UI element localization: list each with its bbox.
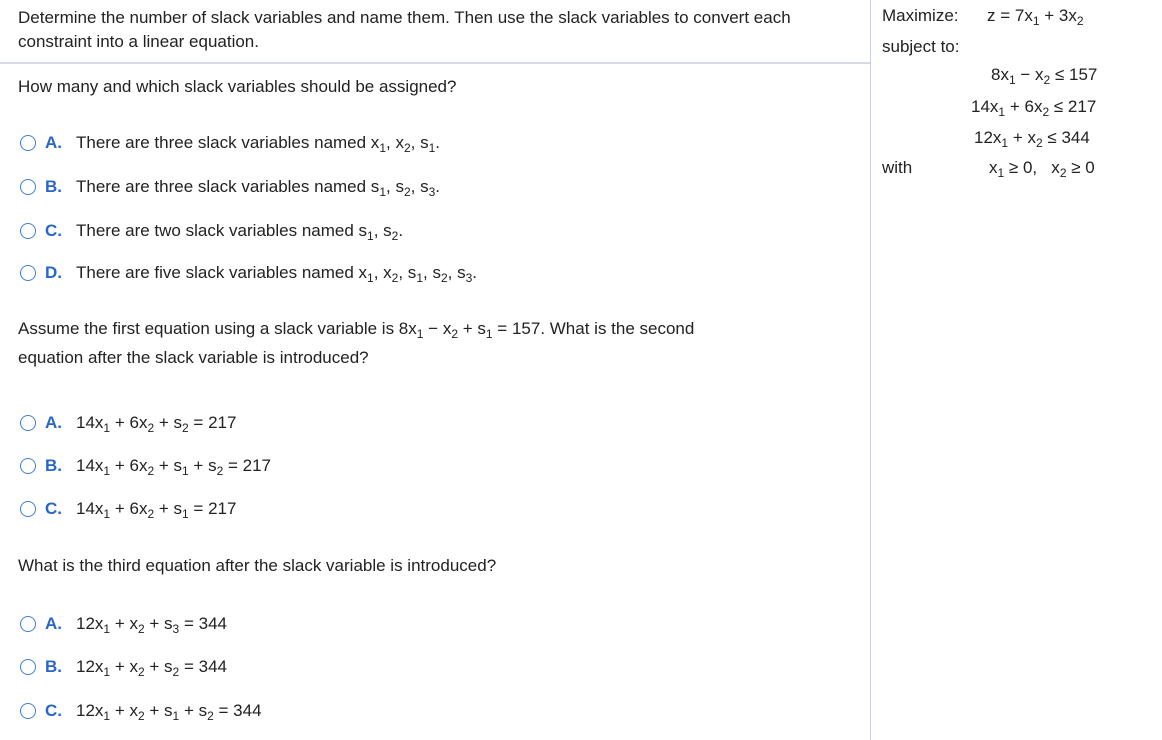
- q1-option-d[interactable]: [20, 260, 477, 286]
- divider: [0, 62, 870, 64]
- option-text: There are two slack variables named $s_1$, $s_2$.: [76, 221, 404, 243]
- option-equation: $12x_1 + x_2 + s_2 = 344$: [76, 657, 227, 679]
- problem-panel: [870, 0, 1162, 740]
- q1-option-b[interactable]: [20, 174, 440, 200]
- option-label: B.: [45, 177, 62, 196]
- constraint-3: $12x_1 + x_2 \le 344$: [974, 128, 1090, 150]
- objective-function: $z = 7x_1 + 3x_2$: [987, 6, 1084, 28]
- radio-button[interactable]: [20, 703, 36, 719]
- nonnegativity-constraints: $x_1 \ge 0$, $x_2 \ge 0$: [989, 158, 1095, 180]
- radio-button[interactable]: [20, 458, 36, 474]
- option-label: C.: [45, 701, 62, 720]
- q2-option-b[interactable]: [20, 453, 271, 479]
- radio-button[interactable]: [20, 415, 36, 431]
- q2-option-c[interactable]: [20, 496, 236, 522]
- option-label: B.: [45, 657, 62, 676]
- option-equation: $12x_1 + x_2 + s_1 + s_2 = 344$: [76, 701, 262, 723]
- q2-prompt: Assume the first equation using a slack variable is $8x_1 - x_2 + s_1 = 157$. What is the second equation after the slack variable is introduced?: [18, 319, 695, 367]
- q3-option-b[interactable]: [20, 654, 227, 680]
- option-label: A.: [45, 133, 62, 152]
- option-equation: $14x_1 + 6x_2 + s_1 = 217$: [76, 499, 237, 521]
- radio-button[interactable]: [20, 223, 36, 239]
- subject-to-label: subject to:: [882, 37, 960, 56]
- q3-option-c[interactable]: [20, 698, 262, 724]
- radio-button[interactable]: [20, 265, 36, 281]
- q3-prompt: What is the third equation after the slack variable is introduced?: [18, 556, 497, 575]
- q1-option-c[interactable]: [20, 218, 403, 244]
- option-label: A.: [45, 614, 62, 633]
- maximize-label: Maximize:: [882, 6, 959, 25]
- option-equation: $14x_1 + 6x_2 + s_2 = 217$: [76, 413, 237, 435]
- q1-option-a[interactable]: [20, 130, 440, 156]
- constraint-2: $14x_1 + 6x_2 \le 217$: [971, 97, 1097, 119]
- option-equation: $12x_1 + x_2 + s_3 = 344$: [76, 614, 227, 636]
- radio-button[interactable]: [20, 659, 36, 675]
- with-label: with: [882, 158, 913, 177]
- radio-button[interactable]: [20, 501, 36, 517]
- q1-prompt: How many and which slack variables should be assigned?: [18, 77, 457, 96]
- q2-option-a[interactable]: [20, 410, 236, 436]
- option-label: C.: [45, 221, 62, 240]
- radio-button[interactable]: [20, 616, 36, 632]
- q3-option-a[interactable]: [20, 611, 227, 637]
- option-text: There are five slack variables named $x_1$, $x_2$, $s_1$, $s_2$, $s_3$.: [76, 263, 478, 285]
- radio-button[interactable]: [20, 179, 36, 195]
- option-text: There are three slack variables named $x_1$, $x_2$, $s_1$.: [76, 133, 441, 155]
- option-equation: $14x_1 + 6x_2 + s_1 + s_2 = 217$: [76, 456, 272, 478]
- radio-button[interactable]: [20, 135, 36, 151]
- option-label: B.: [45, 456, 62, 475]
- instructions: Determine the number of slack variables and name them. Then use the slack variables to convert each constraint into a linear equation.: [18, 8, 791, 51]
- option-label: A.: [45, 413, 62, 432]
- option-label: C.: [45, 499, 62, 518]
- constraint-1: $8x_1 - x_2 \le 157$: [991, 65, 1098, 87]
- option-text: There are three slack variables named $s_1$, $s_2$, $s_3$.: [76, 177, 441, 199]
- option-label: D.: [45, 263, 62, 282]
